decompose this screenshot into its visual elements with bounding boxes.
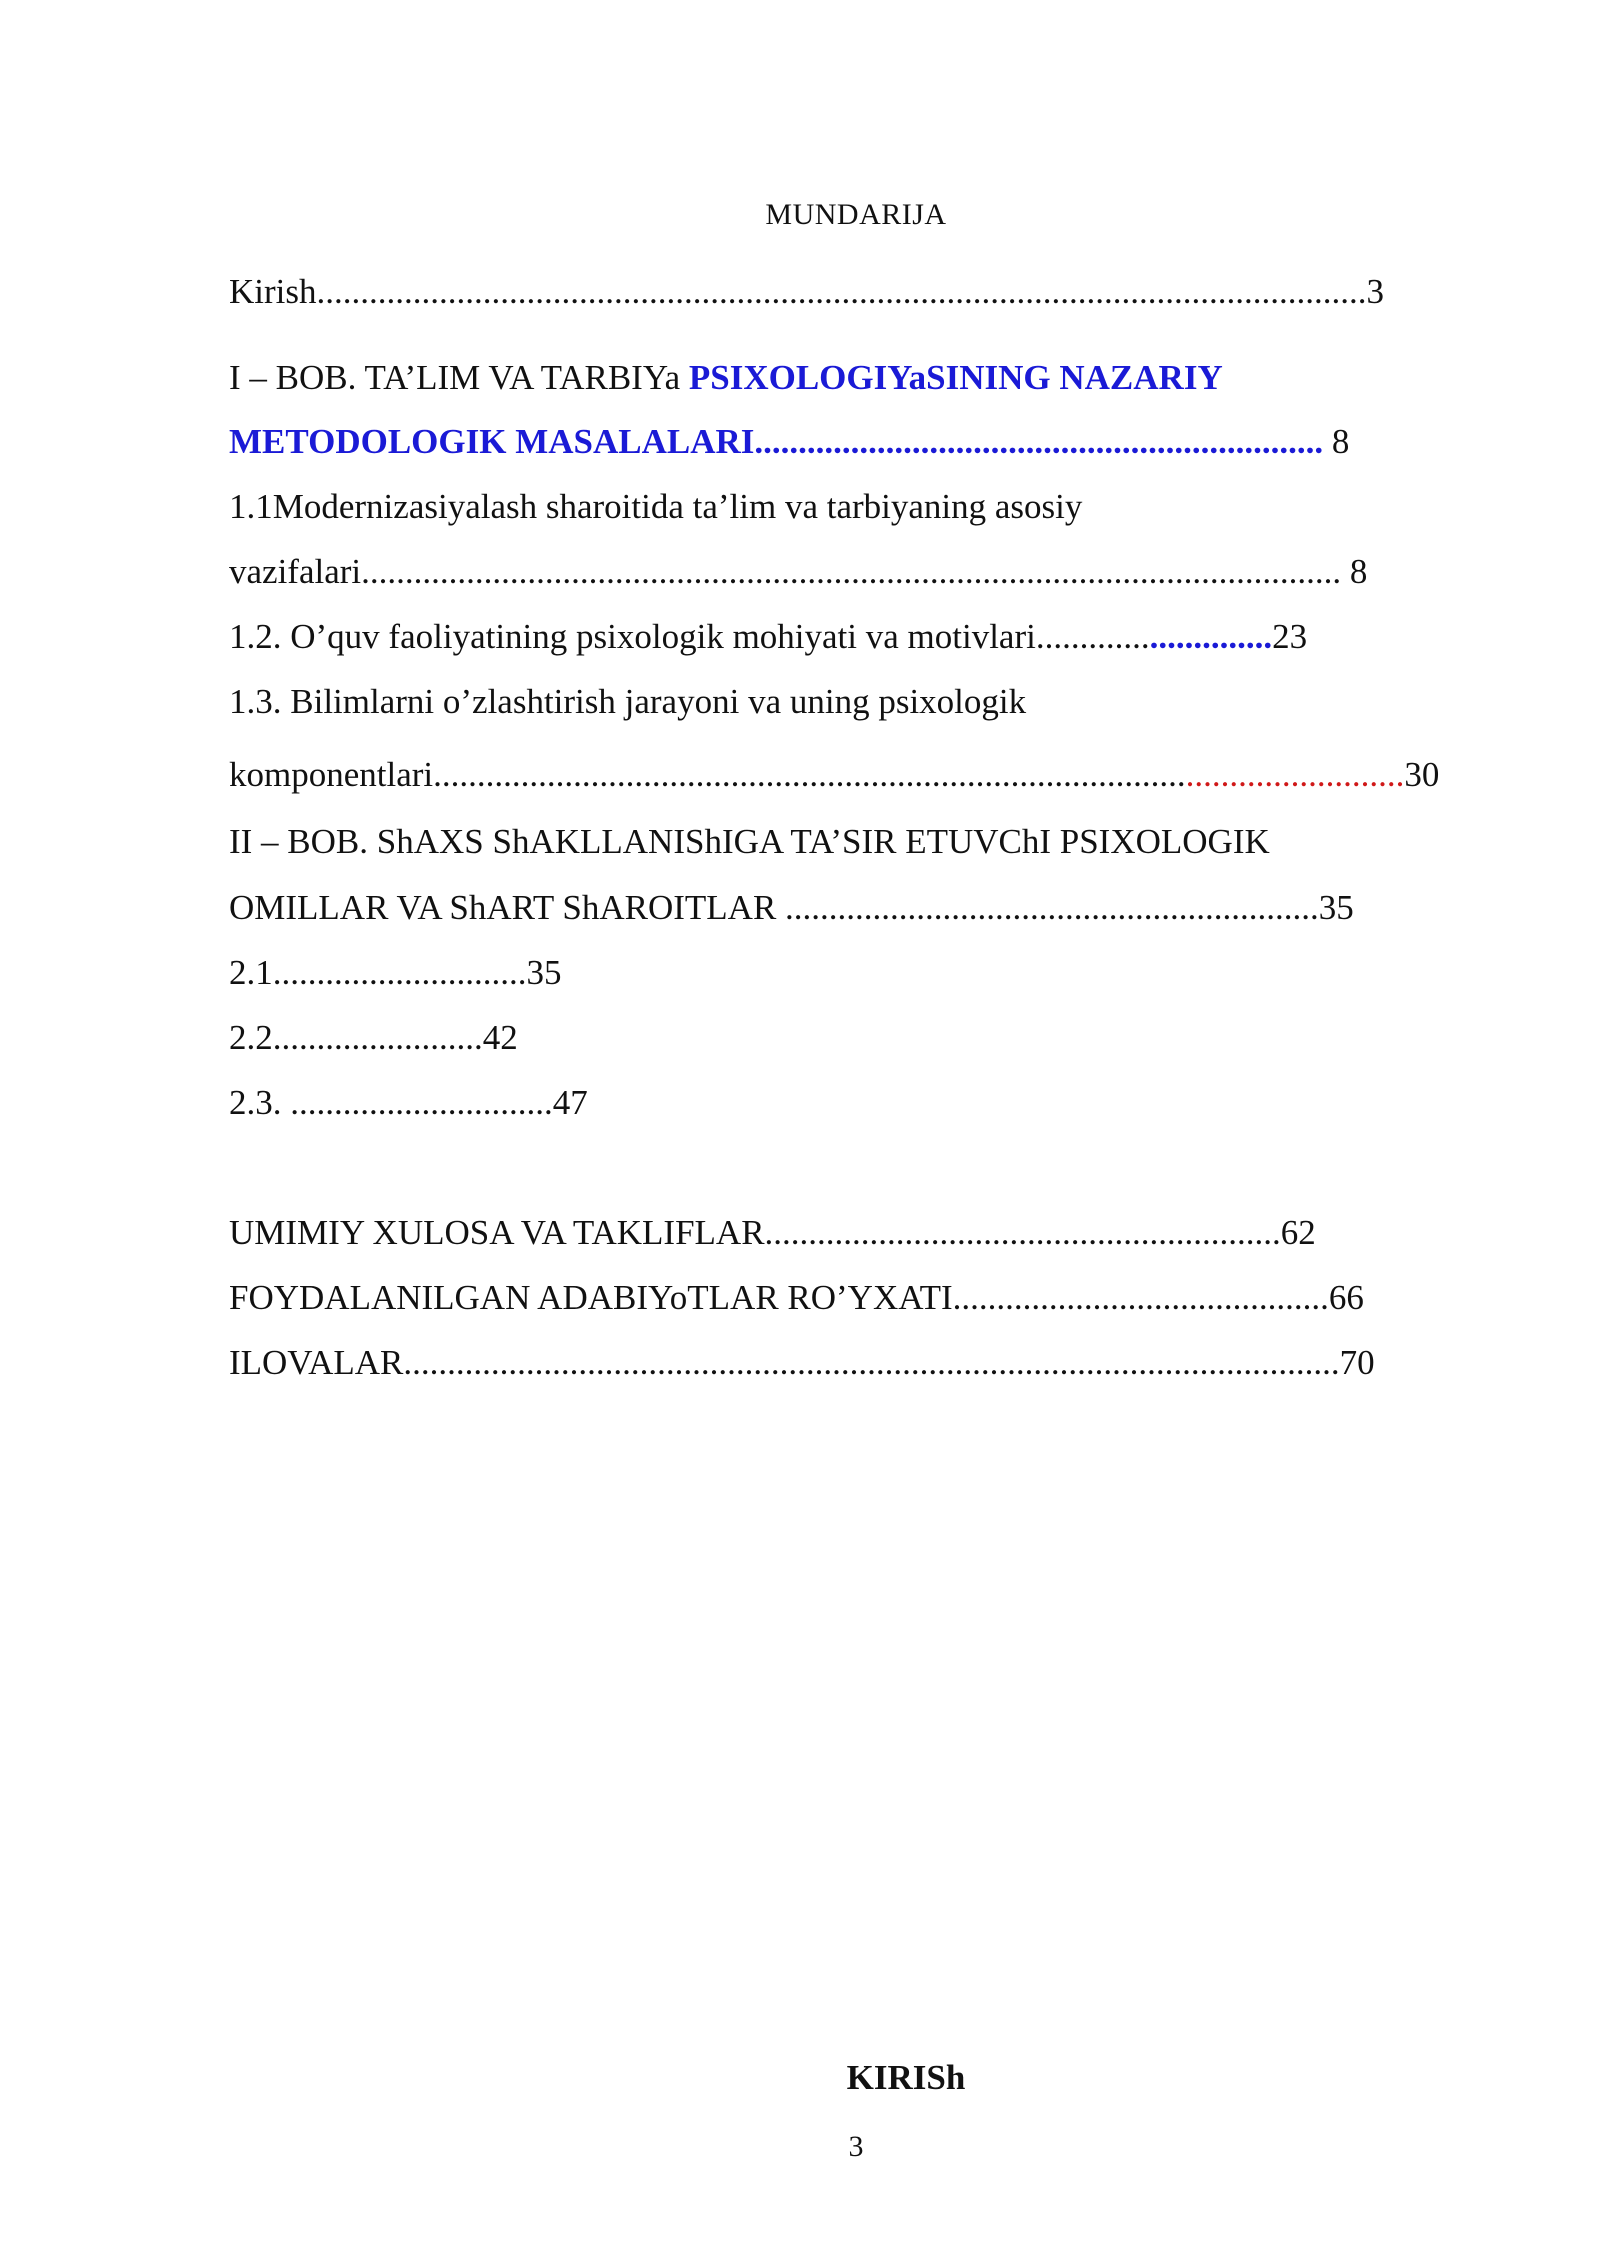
toc-entry-text: 2.1............................. <box>229 953 527 992</box>
toc-entry-text: 2.2........................ <box>229 1018 483 1057</box>
toc-dots: ........................................................................................................................ <box>316 272 1367 311</box>
toc-page-number: 35 <box>526 953 562 992</box>
toc-entry-text: OMILLAR VA ShART ShAROITLAR <box>229 888 786 927</box>
toc-page-number: 30 <box>1404 755 1440 794</box>
toc-page-number: 62 <box>1280 1213 1316 1252</box>
toc-dots: ...................................................................................... <box>433 755 1186 794</box>
toc-entry-text: ILOVALAR <box>229 1343 404 1382</box>
section-heading: KIRISh <box>846 2058 966 2097</box>
toc-page-number: 8 <box>1349 552 1368 591</box>
toc-entry-1-1-line2 <box>229 550 1367 594</box>
toc-page-number: 47 <box>552 1083 588 1122</box>
toc-entry-1-1-line1 <box>229 485 1082 529</box>
toc-dots: ........................................................................................................... <box>403 1343 1340 1382</box>
toc-entry-bob2-line2 <box>229 886 1354 930</box>
toc-entry-text: 1.3. Bilimlarni o’zlashtirish jarayoni va uning psixologik <box>229 682 1027 721</box>
toc-dots: ................................................................. <box>754 422 1324 461</box>
toc-entry-1-2 <box>229 615 1307 659</box>
toc-dots-red: ......................... <box>1185 755 1405 794</box>
toc-dots: ........................................... <box>952 1278 1329 1317</box>
toc-entry-bob2-line1 <box>229 820 1270 864</box>
toc-dots: ................................................................................................................ <box>361 552 1350 591</box>
toc-title: MUNDARIJA <box>765 198 947 231</box>
toc-entry-kirish <box>229 270 1384 314</box>
toc-dots: ............. <box>1035 617 1150 656</box>
toc-dots: ............................................................. <box>785 888 1319 927</box>
toc-dots-blue: .............. <box>1149 617 1273 656</box>
toc-entry-text: vazifalari <box>229 552 362 591</box>
toc-entry-ilovalar <box>229 1341 1375 1385</box>
toc-page-number: 35 <box>1318 888 1354 927</box>
toc-entry-2-3 <box>229 1081 588 1125</box>
toc-page-number: 66 <box>1328 1278 1364 1317</box>
toc-entry-text: FOYDALANILGAN ADABIYoTLAR RO’YXATI <box>229 1278 953 1317</box>
toc-page-number: 70 <box>1339 1343 1375 1382</box>
toc-page-number: 42 <box>482 1018 518 1057</box>
toc-entry-bob1-line1 <box>229 356 1223 400</box>
toc-entry-text: 2.3. .............................. <box>229 1083 553 1122</box>
toc-entry-bob1-line2 <box>229 420 1349 464</box>
toc-entry-text: 1.2. O’quv faoliyatining psixologik mohiyati va motivlari <box>229 617 1036 656</box>
toc-entry-2-2 <box>229 1016 518 1060</box>
toc-dots: ........................................................... <box>764 1213 1281 1252</box>
toc-page-number: 8 <box>1323 422 1350 461</box>
toc-entry-text: 1.1Modernizasiyalash sharoitida ta’lim va tarbiyaning asosiy <box>229 487 1083 526</box>
toc-entry-2-1 <box>229 951 562 995</box>
toc-entry-1-3-line2 <box>229 753 1439 797</box>
toc-entry-text: Kirish <box>229 272 317 311</box>
page-number: 3 <box>848 2130 864 2163</box>
toc-entry-link[interactable]: METODOLOGIK MASALALARI <box>229 422 755 461</box>
toc-entry-link[interactable]: PSIXOLOGIYaSINING NAZARIY <box>688 358 1223 397</box>
toc-entry-text: I – BOB. TA’LIM VA TARBIYa <box>229 358 689 397</box>
toc-entry-text: II – BOB. ShAXS ShAKLLANIShIGA TA’SIR ETUVChI PSIXOLOGIK <box>229 822 1270 861</box>
toc-entry-1-3-line1 <box>229 680 1026 724</box>
toc-entry-text: komponentlari <box>229 755 434 794</box>
toc-entry-adabiyot <box>229 1276 1364 1320</box>
toc-page-number: 23 <box>1272 617 1308 656</box>
toc-page-number: 3 <box>1366 272 1384 311</box>
toc-entry-xulosa <box>229 1211 1316 1255</box>
toc-entry-text: UMIMIY XULOSA VA TAKLIFLAR <box>229 1213 765 1252</box>
